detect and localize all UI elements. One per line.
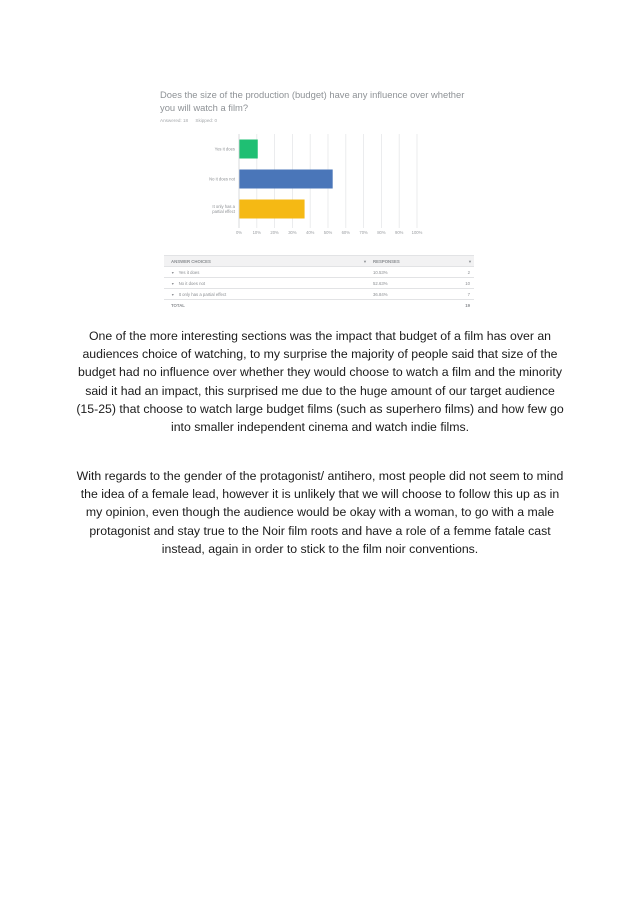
- x-tick-label: 40%: [306, 230, 315, 235]
- x-tick-label: 50%: [323, 230, 333, 235]
- table-row[interactable]: [164, 267, 474, 278]
- response-count: 10: [465, 281, 470, 286]
- response-count: 2: [467, 270, 470, 275]
- answer-choice: No it does not: [178, 281, 206, 286]
- header-answer-choices: ANSWER CHOICES: [171, 259, 211, 264]
- x-tick-label: 20%: [270, 230, 279, 235]
- x-tick-label: 80%: [377, 230, 386, 235]
- table-row[interactable]: [164, 289, 474, 300]
- category-label: Yes it does: [214, 146, 235, 152]
- x-tick-label: 70%: [359, 230, 368, 235]
- bar: [239, 170, 333, 189]
- response-percent: 36.84%: [373, 292, 388, 297]
- response-percent: 10.53%: [373, 270, 388, 275]
- table-header-row: [164, 255, 474, 267]
- bar: [239, 140, 258, 159]
- x-tick-label: 30%: [288, 230, 297, 235]
- expand-arrow-icon[interactable]: ▼: [171, 271, 175, 275]
- answered-count: Answered: 18: [160, 118, 189, 123]
- question-title: Does the size of the production (budget) have any influence over whether you will watch a film?: [160, 89, 465, 113]
- expand-arrow-icon[interactable]: ▼: [171, 293, 175, 297]
- expand-arrow-icon[interactable]: ▼: [171, 282, 175, 286]
- table-row[interactable]: [164, 278, 474, 289]
- x-tick-label: 60%: [341, 230, 350, 235]
- x-tick-label: 90%: [395, 230, 404, 235]
- table-total-row: [164, 300, 474, 310]
- answer-choice: It only has a partial effect: [178, 292, 227, 297]
- x-tick-label: 10%: [252, 230, 261, 235]
- x-tick-label: 0%: [235, 230, 243, 235]
- analysis-paragraph-budget: One of the more interesting sections was the impact that budget of a film has over an audiences choice of watching, to my surprise the majority of people said that size of the budget had no influence over whether they would choose to watch a film and the minority said it had an impact, this surprised me due to the huge amount of our target audience (15-25) that choose to watch large budget films (such as superhero films) and how few go into smaller independent cinema and watch indie films.: [76, 329, 564, 435]
- results-table: [164, 255, 474, 310]
- skipped-count: Skipped: 0: [195, 118, 218, 123]
- total-label: TOTAL: [171, 303, 185, 308]
- x-tick-label: 100%: [411, 230, 423, 235]
- response-percent: 52.63%: [373, 281, 388, 286]
- sort-icon[interactable]: ▼: [468, 259, 472, 264]
- category-label: It only has a: [212, 204, 235, 209]
- total-count: 19: [465, 303, 470, 308]
- header-responses: RESPONSES: [373, 259, 400, 264]
- analysis-paragraph-gender: With regards to the gender of the protagonist/ antihero, most people did not seem to mind the idea of a female lead, however it is unlikely that we will choose to follow this up as in my opinion, even though the audience would be okay with a woman, to go with a male protagonist and stay true to the Noir film roots and have a role of a femme fatale cast instead, again in order to stick to the film noir conventions.: [76, 469, 564, 556]
- answer-choice: Yes it does: [178, 270, 200, 275]
- bar: [239, 200, 305, 219]
- sort-icon[interactable]: ▼: [363, 259, 367, 264]
- category-label: No it does not: [209, 176, 235, 182]
- category-label: partial effect: [212, 209, 235, 214]
- response-count: 7: [467, 292, 470, 297]
- bar-chart: [160, 88, 480, 248]
